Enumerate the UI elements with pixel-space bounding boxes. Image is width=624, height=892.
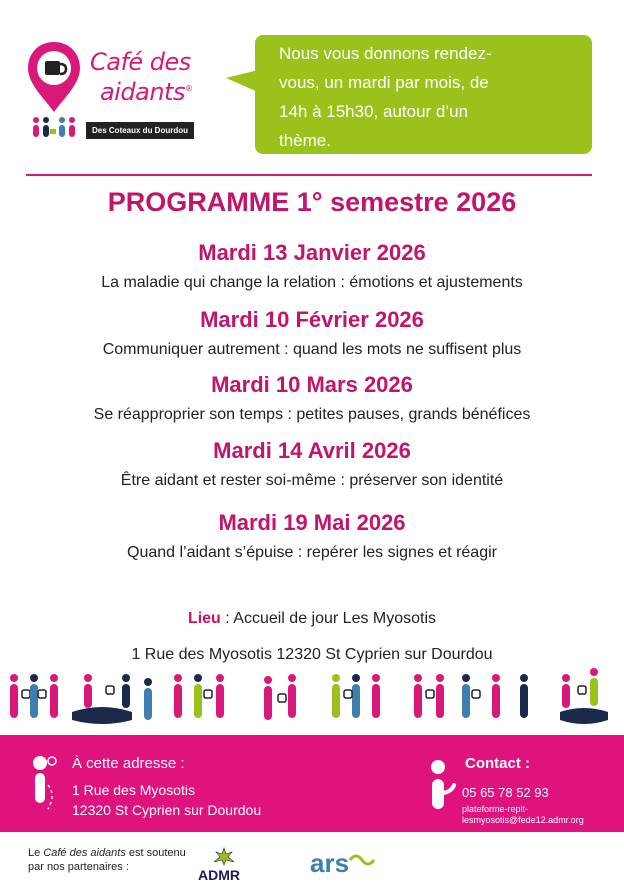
- session-item: [0, 438, 624, 492]
- admr-star-icon: [212, 846, 236, 866]
- contact-person-icon: [428, 759, 458, 815]
- session-date: Mardi 10 Février 2026: [200, 307, 424, 332]
- ars-logo: [310, 848, 380, 882]
- contact-email-line1[interactable]: plateforme-repit-: [462, 804, 529, 814]
- venue-label: Lieu: [187, 610, 221, 627]
- venue-line: [0, 610, 624, 628]
- session-date: Mardi 13 Janvier 2026: [198, 240, 426, 265]
- logo-title-line2: aidants®: [100, 78, 193, 106]
- session-topic: La maladie qui change la relation : émotions et ajustements: [101, 274, 523, 291]
- bubble-line: Nous vous donnons rendez-: [279, 44, 492, 63]
- address-line2: 12320 St Cyprien sur Dourdou: [72, 802, 262, 818]
- session-item: [0, 510, 624, 564]
- address-heading: À cette adresse :: [72, 755, 185, 772]
- schedule-bubble: [255, 35, 592, 154]
- bubble-line: 14h à 15h30, autour d’un: [279, 102, 469, 121]
- venue-value: : Accueil de jour Les Myosotis: [220, 610, 437, 627]
- svg-text:ars: ars: [310, 848, 350, 878]
- map-location-icon: [28, 755, 58, 815]
- bubble-line: thème.: [279, 131, 331, 150]
- venue-address: 1 Rue des Myosotis 12320 St Cyprien sur Dourdou: [131, 646, 493, 663]
- bubble-line: vous, un mardi par mois, de: [279, 73, 489, 92]
- address-line1: 1 Rue des Myosotis: [72, 782, 195, 798]
- logo-title-line1: Café des: [90, 48, 191, 76]
- contact-email-line2[interactable]: lesmyosotis@fede12.admr.org: [462, 815, 584, 825]
- people-figures-icon: [33, 117, 75, 137]
- admr-logo: ADMR: [198, 846, 250, 884]
- session-date: Mardi 10 Mars 2026: [211, 372, 413, 397]
- people-illustration-icon: [0, 662, 624, 730]
- session-topic: Être aidant et rester soi-même : préserver son identité: [120, 472, 504, 489]
- session-item: [0, 240, 624, 294]
- session-item: [0, 307, 624, 361]
- session-date: Mardi 14 Avril 2026: [213, 438, 411, 463]
- session-date: Mardi 19 Mai 2026: [218, 510, 406, 535]
- cafe-des-aidants-logo: [24, 40, 214, 150]
- support-text: Le Café des aidants est soutenu par nos partenaires :: [28, 847, 186, 873]
- session-topic: Se réapproprier son temps : petites pauses, grands bénéfices: [93, 406, 531, 423]
- contact-heading: Contact :: [465, 755, 530, 772]
- location-pin-cup-icon: [26, 40, 86, 140]
- session-item: [0, 372, 624, 426]
- footer-band: [0, 735, 624, 832]
- divider: [26, 174, 592, 176]
- session-topic: Quand l’aidant s’épuise : repérer les signes et réagir: [127, 544, 497, 561]
- logo-tagline: Des Coteaux du Dourdou: [86, 122, 194, 139]
- programme-title: PROGRAMME 1° semestre 2026: [107, 187, 517, 217]
- session-topic: Communiquer autrement : quand les mots ne suffisent plus: [102, 341, 522, 358]
- bubble-tail: [226, 70, 258, 92]
- contact-phone[interactable]: 05 65 78 52 93: [462, 785, 549, 800]
